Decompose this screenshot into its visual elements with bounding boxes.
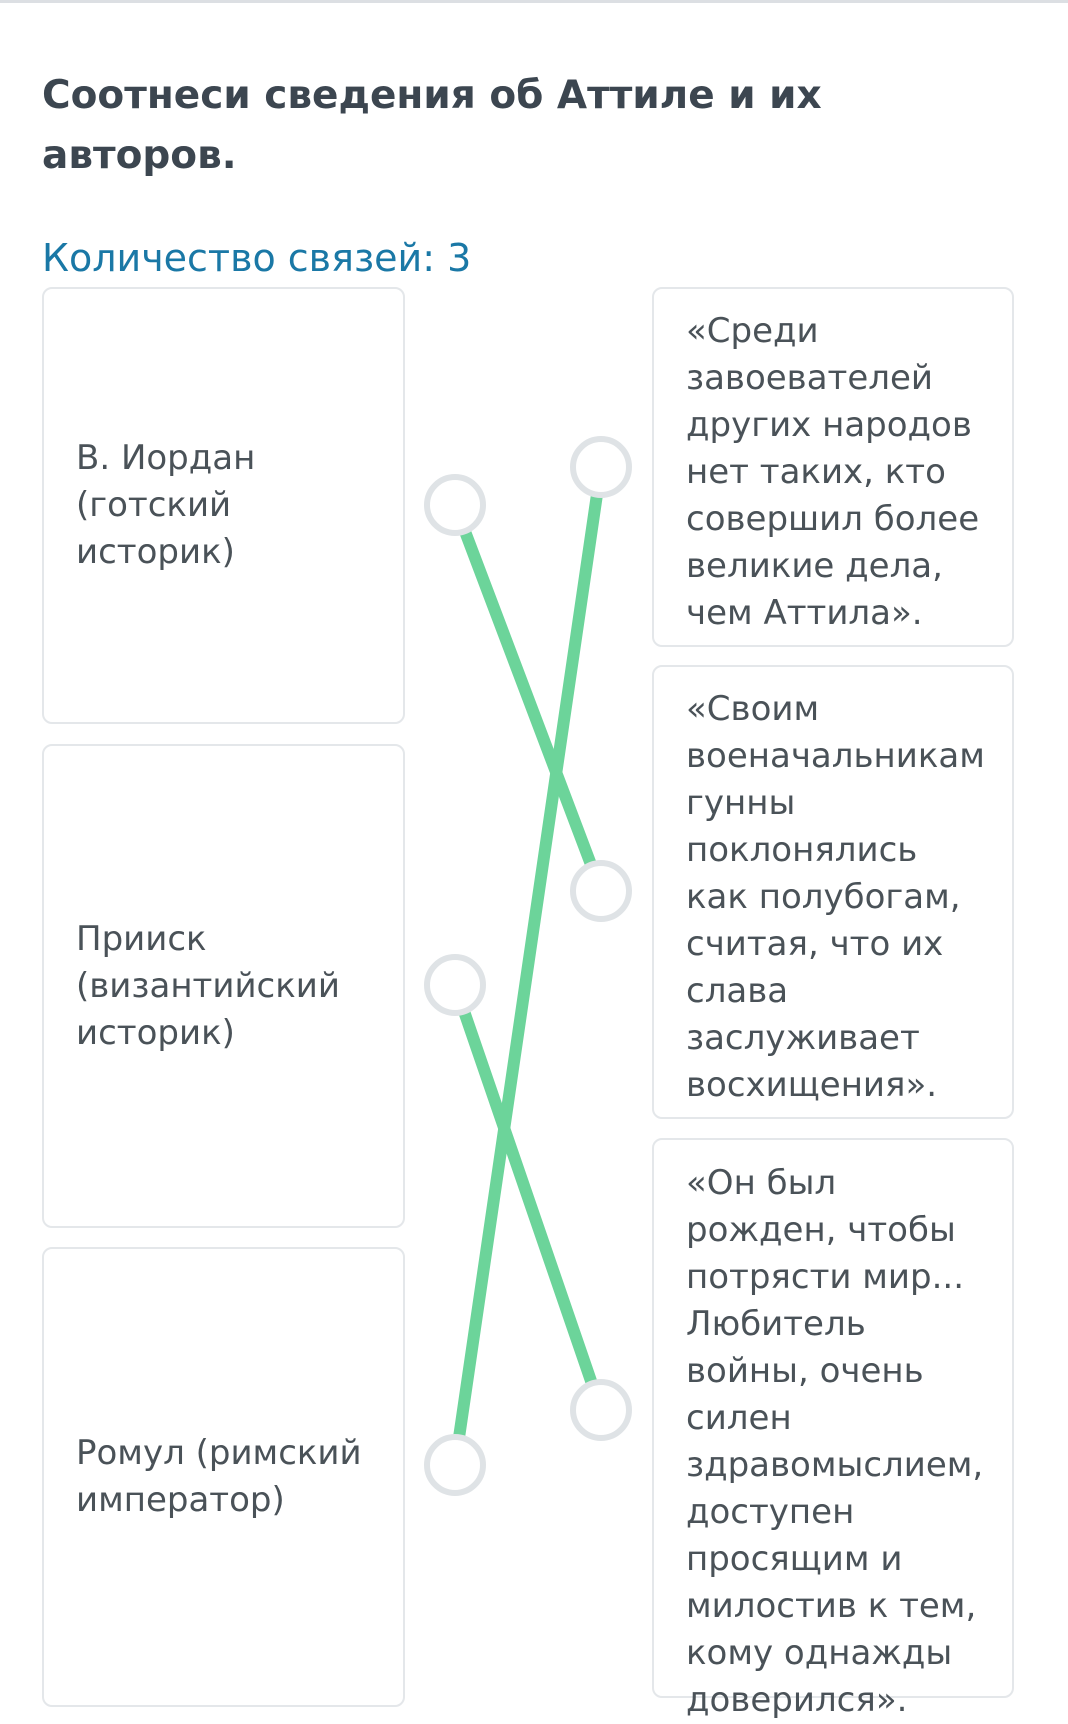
left-item-romulus[interactable]: [42, 1247, 405, 1707]
left-connector-dot-3[interactable]: [427, 1437, 483, 1493]
connection-line-1[interactable]: [465, 531, 591, 865]
left-item-priscus[interactable]: [42, 744, 405, 1228]
right-connector-dot-3[interactable]: [573, 1382, 629, 1438]
right-item-label: «Он был рожден, чтобы потрясти мир... Любитель войны, очень силен здравомыслием, доступен просящим и милостив к тем, кому однажды доверился».: [686, 1163, 984, 1720]
question-title: Соотнеси сведения об Аттиле и их авторов.: [42, 73, 822, 178]
connection-line-2[interactable]: [464, 1011, 592, 1383]
right-item-label: «Среди завоевателей других народов нет таких, кто совершил более великие дела, чем Аттила».: [686, 311, 980, 633]
links-count: Количество связей: 3: [42, 236, 472, 280]
left-item-label: Прииск (византийский историк): [76, 918, 340, 1053]
left-item-label: Ромул (римский император): [76, 1433, 362, 1520]
top-divider: [0, 0, 1068, 3]
right-connector-dot-2[interactable]: [573, 863, 629, 919]
left-item-jordanes[interactable]: [42, 287, 405, 724]
connection-line-3[interactable]: [459, 495, 597, 1438]
right-item-label: «Своим военачальникам гунны поклонялись как полубогам, считая, что их слава заслуживает восхищения».: [686, 689, 985, 1105]
left-item-label: В. Иордан (готский историк): [76, 438, 256, 572]
left-connector-dot-1[interactable]: [427, 477, 483, 533]
right-connector-dot-1[interactable]: [573, 439, 629, 495]
left-connector-dot-2[interactable]: [427, 957, 483, 1013]
right-item-quote-3[interactable]: [652, 1138, 1014, 1720]
right-item-quote-2[interactable]: [652, 665, 1014, 1119]
right-item-quote-1[interactable]: [652, 287, 1014, 647]
